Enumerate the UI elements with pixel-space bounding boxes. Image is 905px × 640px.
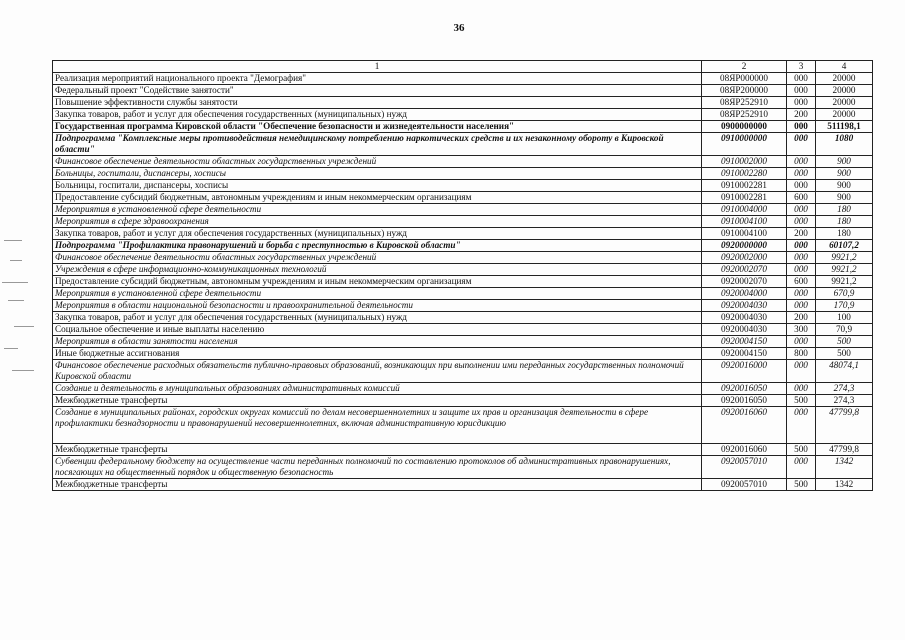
table-row xyxy=(53,444,873,456)
row-name-cell: Создание в муниципальных районах, городских округах комиссий по делам несовершеннолетних и защите их прав и организация деятельности в сфере профилактики безнадзорности и правонарушений несовершеннолетних, включая административную юрисдикцию xyxy=(53,407,702,444)
row-code-cell: 0910002281 xyxy=(702,180,787,192)
row-code-cell: 0920002000 xyxy=(702,252,787,264)
row-code-cell: 0910004100 xyxy=(702,228,787,240)
row-name-cell: Подпрограмма "Профилактика правонарушений и борьба с преступностью в Кировской области" xyxy=(53,240,702,252)
row-code-cell: 0920016060 xyxy=(702,444,787,456)
row-name-cell: Федеральный проект "Содействие занятости" xyxy=(53,85,702,97)
row-name-cell: Межбюджетные трансферты xyxy=(53,479,702,491)
row-amount-cell: 20000 xyxy=(816,109,873,121)
row-type-cell: 000 xyxy=(787,300,816,312)
row-code-cell: 0900000000 xyxy=(702,121,787,133)
row-name-cell: Иные бюджетные ассигнования xyxy=(53,348,702,360)
table-row xyxy=(53,73,873,85)
row-amount-cell: 47799,8 xyxy=(816,407,873,444)
row-amount-cell: 20000 xyxy=(816,73,873,85)
table-row xyxy=(53,383,873,395)
row-type-cell: 000 xyxy=(787,204,816,216)
row-amount-cell: 20000 xyxy=(816,97,873,109)
row-amount-cell: 170,9 xyxy=(816,300,873,312)
row-amount-cell: 900 xyxy=(816,192,873,204)
row-amount-cell: 500 xyxy=(816,348,873,360)
row-type-cell: 000 xyxy=(787,156,816,168)
row-name-cell: Закупка товаров, работ и услуг для обеспечения государственных (муниципальных) нужд xyxy=(53,228,702,240)
row-amount-cell: 47799,8 xyxy=(816,444,873,456)
row-code-cell: 0920004030 xyxy=(702,324,787,336)
row-code-cell: 0920004030 xyxy=(702,300,787,312)
header-col-2: 2 xyxy=(702,61,787,73)
row-amount-cell: 274,3 xyxy=(816,395,873,407)
row-amount-cell: 500 xyxy=(816,336,873,348)
row-amount-cell: 20000 xyxy=(816,85,873,97)
row-code-cell: 08ЯР252910 xyxy=(702,97,787,109)
row-code-cell: 0920016060 xyxy=(702,407,787,444)
row-amount-cell: 100 xyxy=(816,312,873,324)
row-code-cell: 0920002070 xyxy=(702,276,787,288)
row-name-cell: Финансовое обеспечение деятельности областных государственных учреждений xyxy=(53,156,702,168)
row-amount-cell: 180 xyxy=(816,216,873,228)
row-type-cell: 000 xyxy=(787,133,816,156)
row-name-cell: Подпрограмма "Комплексные меры противодействия немедицинскому потреблению наркотических средств и их незаконному обороту в Кировской области" xyxy=(53,133,702,156)
row-type-cell: 800 xyxy=(787,348,816,360)
row-name-cell: Больницы, госпитали, диспансеры, хосписы xyxy=(53,180,702,192)
table-header-row xyxy=(53,61,873,73)
row-name-cell: Социальное обеспечение и иные выплаты населению xyxy=(53,324,702,336)
row-name-cell: Предоставление субсидий бюджетным, автономным учреждениям и иным некоммерческим организациям xyxy=(53,276,702,288)
row-amount-cell: 1080 xyxy=(816,133,873,156)
row-type-cell: 000 xyxy=(787,97,816,109)
row-amount-cell: 1342 xyxy=(816,456,873,479)
table-row xyxy=(53,264,873,276)
row-amount-cell: 60107,2 xyxy=(816,240,873,252)
row-type-cell: 500 xyxy=(787,444,816,456)
row-name-cell: Мероприятия в сфере здравоохранения xyxy=(53,216,702,228)
table-row xyxy=(53,348,873,360)
table-row xyxy=(53,360,873,383)
row-type-cell: 600 xyxy=(787,192,816,204)
row-code-cell: 0910004000 xyxy=(702,204,787,216)
row-name-cell: Субвенции федеральному бюджету на осуществление части переданных полномочий по составлению протоколов об административных правонарушениях, посягающих на общественный порядок и общественную безопасность xyxy=(53,456,702,479)
row-code-cell: 0910002000 xyxy=(702,156,787,168)
row-type-cell: 000 xyxy=(787,168,816,180)
row-type-cell: 000 xyxy=(787,73,816,85)
row-type-cell: 000 xyxy=(787,288,816,300)
row-name-cell: Реализация мероприятий национального проекта "Демография" xyxy=(53,73,702,85)
row-amount-cell: 511198,1 xyxy=(816,121,873,133)
table-row xyxy=(53,133,873,156)
row-code-cell: 0920004150 xyxy=(702,348,787,360)
row-code-cell: 0920004030 xyxy=(702,312,787,324)
row-code-cell: 0920016050 xyxy=(702,395,787,407)
table-row xyxy=(53,288,873,300)
row-amount-cell: 180 xyxy=(816,228,873,240)
table-row xyxy=(53,276,873,288)
row-type-cell: 000 xyxy=(787,121,816,133)
row-type-cell: 500 xyxy=(787,479,816,491)
table-row xyxy=(53,336,873,348)
table-row xyxy=(53,252,873,264)
scan-artifacts xyxy=(0,230,40,430)
row-code-cell: 08ЯР252910 xyxy=(702,109,787,121)
table-row xyxy=(53,395,873,407)
row-name-cell: Закупка товаров, работ и услуг для обеспечения государственных (муниципальных) нужд xyxy=(53,109,702,121)
table-row xyxy=(53,456,873,479)
row-amount-cell: 9921,2 xyxy=(816,276,873,288)
row-name-cell: Мероприятия в области занятости населения xyxy=(53,336,702,348)
row-type-cell: 000 xyxy=(787,85,816,97)
table-row xyxy=(53,228,873,240)
header-col-3: 3 xyxy=(787,61,816,73)
row-code-cell: 0910004100 xyxy=(702,216,787,228)
row-name-cell: Учреждения в сфере информационно-коммуникационных технологий xyxy=(53,264,702,276)
row-amount-cell: 274,3 xyxy=(816,383,873,395)
row-code-cell: 0920002070 xyxy=(702,264,787,276)
row-code-cell: 0920016050 xyxy=(702,383,787,395)
row-code-cell: 0920000000 xyxy=(702,240,787,252)
table-row xyxy=(53,85,873,97)
table-row xyxy=(53,109,873,121)
table-row xyxy=(53,97,873,109)
budget-table xyxy=(52,60,873,491)
row-code-cell: 0920004000 xyxy=(702,288,787,300)
row-code-cell: 08ЯР200000 xyxy=(702,85,787,97)
row-name-cell: Закупка товаров, работ и услуг для обеспечения государственных (муниципальных) нужд xyxy=(53,312,702,324)
row-amount-cell: 1342 xyxy=(816,479,873,491)
row-name-cell: Финансовое обеспечение деятельности областных государственных учреждений xyxy=(53,252,702,264)
page-number: 36 xyxy=(453,22,465,34)
row-type-cell: 600 xyxy=(787,276,816,288)
row-code-cell: 0910002281 xyxy=(702,192,787,204)
table-row xyxy=(53,312,873,324)
row-amount-cell: 670,9 xyxy=(816,288,873,300)
row-name-cell: Повышение эффективности службы занятости xyxy=(53,97,702,109)
row-type-cell: 200 xyxy=(787,109,816,121)
row-type-cell: 000 xyxy=(787,252,816,264)
row-type-cell: 500 xyxy=(787,395,816,407)
row-name-cell: Межбюджетные трансферты xyxy=(53,444,702,456)
row-type-cell: 000 xyxy=(787,407,816,444)
row-amount-cell: 48074,1 xyxy=(816,360,873,383)
row-name-cell: Финансовое обеспечение расходных обязательств публично-правовых образований, возникающих при выполнении ими переданных государственных полномочий Кировской области xyxy=(53,360,702,383)
row-code-cell: 0910000000 xyxy=(702,133,787,156)
header-col-1: 1 xyxy=(53,61,702,73)
table-row xyxy=(53,180,873,192)
row-type-cell: 200 xyxy=(787,228,816,240)
row-type-cell: 000 xyxy=(787,180,816,192)
table-row xyxy=(53,156,873,168)
row-type-cell: 000 xyxy=(787,336,816,348)
row-amount-cell: 900 xyxy=(816,168,873,180)
row-amount-cell: 900 xyxy=(816,156,873,168)
table-row xyxy=(53,168,873,180)
row-type-cell: 000 xyxy=(787,360,816,383)
row-amount-cell: 180 xyxy=(816,204,873,216)
row-type-cell: 000 xyxy=(787,240,816,252)
row-code-cell: 0920057010 xyxy=(702,479,787,491)
row-type-cell: 000 xyxy=(787,383,816,395)
row-name-cell: Предоставление субсидий бюджетным, автономным учреждениям и иным некоммерческим организациям xyxy=(53,192,702,204)
row-name-cell: Межбюджетные трансферты xyxy=(53,395,702,407)
header-col-4: 4 xyxy=(816,61,873,73)
table-row xyxy=(53,204,873,216)
table-row xyxy=(53,240,873,252)
row-name-cell: Государственная программа Кировской области "Обеспечение безопасности и жизнедеятельности населения" xyxy=(53,121,702,133)
row-code-cell: 0920004150 xyxy=(702,336,787,348)
row-type-cell: 000 xyxy=(787,264,816,276)
row-code-cell: 0920016000 xyxy=(702,360,787,383)
row-type-cell: 000 xyxy=(787,456,816,479)
row-name-cell: Создание и деятельность в муниципальных образованиях административных комиссий xyxy=(53,383,702,395)
row-type-cell: 000 xyxy=(787,216,816,228)
row-amount-cell: 9921,2 xyxy=(816,264,873,276)
table-row xyxy=(53,324,873,336)
row-amount-cell: 900 xyxy=(816,180,873,192)
table-row xyxy=(53,121,873,133)
row-name-cell: Мероприятия в области национальной безопасности и правоохранительной деятельности xyxy=(53,300,702,312)
row-type-cell: 300 xyxy=(787,324,816,336)
row-type-cell: 200 xyxy=(787,312,816,324)
table-row xyxy=(53,216,873,228)
row-code-cell: 08ЯР000000 xyxy=(702,73,787,85)
table-row xyxy=(53,300,873,312)
row-amount-cell: 9921,2 xyxy=(816,252,873,264)
table-row xyxy=(53,192,873,204)
row-name-cell: Мероприятия в установленной сфере деятельности xyxy=(53,288,702,300)
table-row xyxy=(53,407,873,444)
row-code-cell: 0910002280 xyxy=(702,168,787,180)
row-name-cell: Мероприятия в установленной сфере деятельности xyxy=(53,204,702,216)
row-amount-cell: 70,9 xyxy=(816,324,873,336)
row-name-cell: Больницы, госпитали, диспансеры, хосписы xyxy=(53,168,702,180)
table-row xyxy=(53,479,873,491)
row-code-cell: 0920057010 xyxy=(702,456,787,479)
